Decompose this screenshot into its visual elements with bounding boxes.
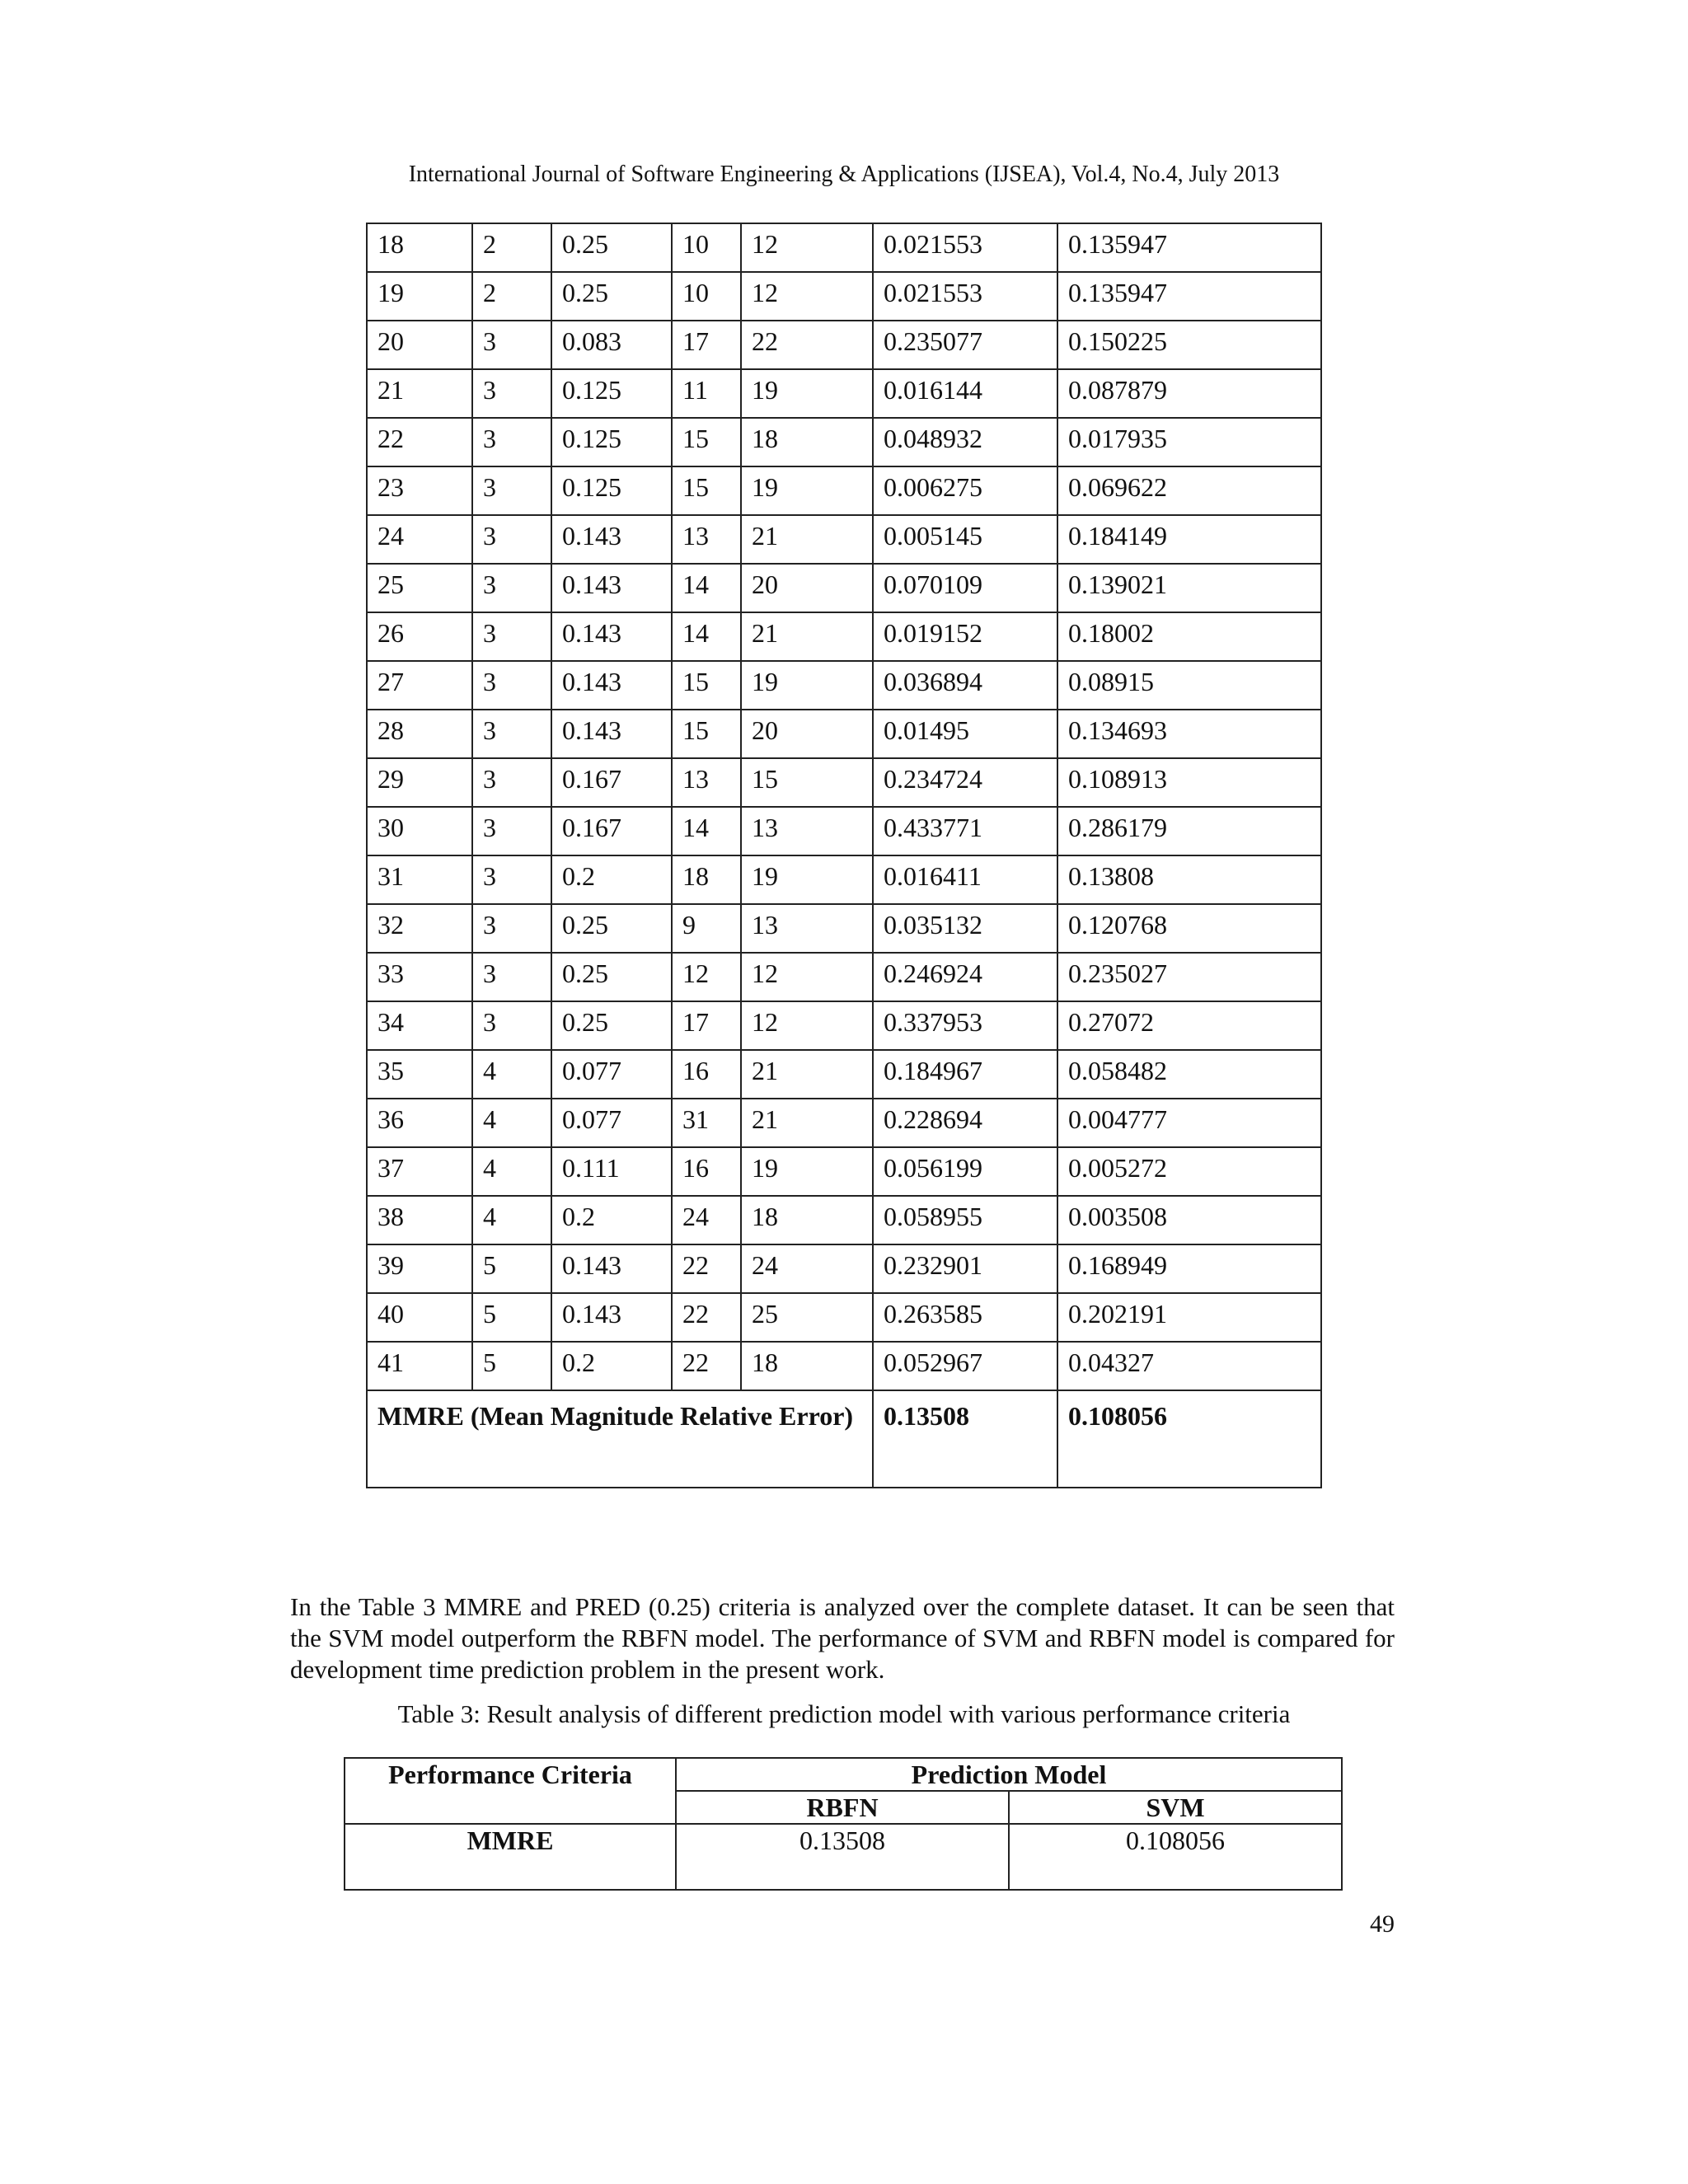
- table-cell: 0.337953: [873, 1001, 1057, 1050]
- table-row: [367, 661, 1321, 710]
- table-cell: 0.01495: [873, 710, 1057, 758]
- table-cell: 19: [741, 466, 873, 515]
- table-cell: 0.134693: [1057, 710, 1321, 758]
- table-cell: 3: [472, 515, 551, 564]
- table-cell: 12: [741, 223, 873, 272]
- table-cell: 0.25: [551, 904, 672, 953]
- table-cell: 41: [367, 1342, 472, 1390]
- table-row: [367, 1099, 1321, 1147]
- svm-header: SVM: [1009, 1791, 1342, 1824]
- table-cell: 0.108913: [1057, 758, 1321, 807]
- table-cell: 0.070109: [873, 564, 1057, 612]
- table-cell: 22: [672, 1342, 741, 1390]
- table-cell: 15: [672, 661, 741, 710]
- table-cell: 3: [472, 904, 551, 953]
- table-cell: 15: [672, 710, 741, 758]
- table-cell: 18: [741, 418, 873, 466]
- mmre-svm-value: 0.108056: [1057, 1390, 1321, 1488]
- table-cell: 3: [472, 321, 551, 369]
- table-cell: 12: [741, 953, 873, 1001]
- table-cell: 19: [741, 855, 873, 904]
- table-cell: 3: [472, 564, 551, 612]
- table-row: [367, 1196, 1321, 1244]
- table-cell: 0.2: [551, 855, 672, 904]
- table-row: [367, 1342, 1321, 1390]
- table-cell: 0.135947: [1057, 272, 1321, 321]
- table-cell: 18: [367, 223, 472, 272]
- rbfn-header: RBFN: [676, 1791, 1009, 1824]
- table-cell: 0.006275: [873, 466, 1057, 515]
- table-cell: 0.125: [551, 418, 672, 466]
- table-cell: 0.125: [551, 369, 672, 418]
- table-cell: 14: [672, 807, 741, 855]
- table-cell: 26: [367, 612, 472, 661]
- table-cell: 0.25: [551, 272, 672, 321]
- table-cell: 0.036894: [873, 661, 1057, 710]
- table-row: [367, 612, 1321, 661]
- table-cell: 21: [741, 1050, 873, 1099]
- prediction-model-header: Prediction Model: [676, 1758, 1342, 1791]
- table-cell: 0.139021: [1057, 564, 1321, 612]
- table-cell: 23: [367, 466, 472, 515]
- table-row: [367, 223, 1321, 272]
- body-paragraph: In the Table 3 MMRE and PRED (0.25) criteria is analyzed over the complete dataset. It can be seen that the SVM model outperform the RBFN model. The performance of SVM and RBFN model is compared for development time prediction problem in the present work.: [290, 1592, 1395, 1684]
- table-row: [367, 1293, 1321, 1342]
- table-cell: 0.228694: [873, 1099, 1057, 1147]
- table-cell: 25: [741, 1293, 873, 1342]
- table-cell: 0.087879: [1057, 369, 1321, 418]
- table-cell: 0.235077: [873, 321, 1057, 369]
- table-cell: 0.005145: [873, 515, 1057, 564]
- table-cell: 29: [367, 758, 472, 807]
- table-cell: 4: [472, 1099, 551, 1147]
- table-cell: 0.069622: [1057, 466, 1321, 515]
- table-cell: 3: [472, 612, 551, 661]
- mmre-rbfn-value: 0.13508: [873, 1390, 1057, 1488]
- table-cell: 14: [672, 564, 741, 612]
- table-cell: 32: [367, 904, 472, 953]
- table-cell: 0.143: [551, 564, 672, 612]
- table-cell: 22: [367, 418, 472, 466]
- table-cell: 24: [741, 1244, 873, 1293]
- performance-criteria-header: Performance Criteria: [345, 1758, 676, 1824]
- table-cell: 0.25: [551, 1001, 672, 1050]
- table-cell: 20: [741, 710, 873, 758]
- table-cell: 3: [472, 953, 551, 1001]
- table-cell: 36: [367, 1099, 472, 1147]
- table-cell: 16: [672, 1147, 741, 1196]
- table-cell: 24: [367, 515, 472, 564]
- table-cell: 17: [672, 321, 741, 369]
- table-cell: 3: [472, 418, 551, 466]
- performance-table: [344, 1757, 1343, 1891]
- table-row: [367, 953, 1321, 1001]
- table-cell: 0.167: [551, 807, 672, 855]
- table-row: [367, 418, 1321, 466]
- table-cell: 0.005272: [1057, 1147, 1321, 1196]
- table-cell: 5: [472, 1342, 551, 1390]
- table-row: [367, 466, 1321, 515]
- table-cell: 22: [672, 1244, 741, 1293]
- table-row: [367, 1244, 1321, 1293]
- table-cell: 0.125: [551, 466, 672, 515]
- table-row: [367, 710, 1321, 758]
- table-cell: 13: [741, 807, 873, 855]
- table-cell: 35: [367, 1050, 472, 1099]
- table-cell: 0.263585: [873, 1293, 1057, 1342]
- table-cell: 21: [741, 612, 873, 661]
- table-cell: 38: [367, 1196, 472, 1244]
- journal-header: International Journal of Software Engineering & Applications (IJSEA), Vol.4, No.4, July 2013: [408, 162, 1280, 187]
- table-cell: 0.143: [551, 612, 672, 661]
- table-cell: 37: [367, 1147, 472, 1196]
- table-cell: 0.111: [551, 1147, 672, 1196]
- table-cell: 0.035132: [873, 904, 1057, 953]
- table-cell: 17: [672, 1001, 741, 1050]
- table-cell: 3: [472, 1001, 551, 1050]
- table-cell: 0.143: [551, 1244, 672, 1293]
- table-row: [367, 1147, 1321, 1196]
- table-row: [367, 904, 1321, 953]
- table-row: [367, 515, 1321, 564]
- table-cell: 3: [472, 807, 551, 855]
- table-cell: 0.143: [551, 710, 672, 758]
- table-cell: 4: [472, 1050, 551, 1099]
- table-cell: 30: [367, 807, 472, 855]
- table-cell: 3: [472, 661, 551, 710]
- table-cell: 5: [472, 1244, 551, 1293]
- criteria-cell: MMRE: [345, 1824, 676, 1890]
- table-row: [367, 1050, 1321, 1099]
- table-cell: 0.232901: [873, 1244, 1057, 1293]
- table-cell: 34: [367, 1001, 472, 1050]
- table-cell: 0.235027: [1057, 953, 1321, 1001]
- table-cell: 13: [672, 758, 741, 807]
- table-cell: 0.058482: [1057, 1050, 1321, 1099]
- table-cell: 15: [672, 418, 741, 466]
- table-cell: 15: [672, 466, 741, 515]
- table-cell: 0.016144: [873, 369, 1057, 418]
- table-cell: 11: [672, 369, 741, 418]
- table-cell: 0.167: [551, 758, 672, 807]
- table-cell: 33: [367, 953, 472, 1001]
- table-cell: 0.150225: [1057, 321, 1321, 369]
- mmre-label: MMRE (Mean Magnitude Relative Error): [367, 1390, 873, 1488]
- table-cell: 21: [741, 515, 873, 564]
- table-cell: 9: [672, 904, 741, 953]
- table-cell: 0.135947: [1057, 223, 1321, 272]
- table-cell: 3: [472, 855, 551, 904]
- table-cell: 3: [472, 710, 551, 758]
- table-cell: 10: [672, 272, 741, 321]
- results-table: [366, 223, 1322, 1488]
- table-cell: 4: [472, 1147, 551, 1196]
- table3-caption: Table 3: Result analysis of different prediction model with various performance criteria: [397, 1699, 1291, 1728]
- table-cell: 0.08915: [1057, 661, 1321, 710]
- table-cell: 31: [367, 855, 472, 904]
- table-cell: 0.13808: [1057, 855, 1321, 904]
- table-cell: 21: [367, 369, 472, 418]
- table-cell: 12: [741, 1001, 873, 1050]
- table-row: [367, 321, 1321, 369]
- table-cell: 0.2: [551, 1196, 672, 1244]
- table-cell: 22: [672, 1293, 741, 1342]
- table-cell: 4: [472, 1196, 551, 1244]
- table-row: [367, 807, 1321, 855]
- table-cell: 0.143: [551, 661, 672, 710]
- table-cell: 27: [367, 661, 472, 710]
- table-cell: 0.052967: [873, 1342, 1057, 1390]
- table-cell: 24: [672, 1196, 741, 1244]
- table-cell: 18: [741, 1342, 873, 1390]
- table-cell: 19: [367, 272, 472, 321]
- table-cell: 0.083: [551, 321, 672, 369]
- table-cell: 0.286179: [1057, 807, 1321, 855]
- table-cell: 0.004777: [1057, 1099, 1321, 1147]
- table-cell: 21: [741, 1099, 873, 1147]
- table-cell: 16: [672, 1050, 741, 1099]
- table-cell: 40: [367, 1293, 472, 1342]
- table-cell: 0.184149: [1057, 515, 1321, 564]
- table-cell: 0.077: [551, 1099, 672, 1147]
- table-cell: 0.25: [551, 223, 672, 272]
- table-cell: 0.246924: [873, 953, 1057, 1001]
- table-cell: 14: [672, 612, 741, 661]
- table-cell: 20: [741, 564, 873, 612]
- table-cell: 0.077: [551, 1050, 672, 1099]
- table-cell: 2: [472, 272, 551, 321]
- rbfn-value-cell: 0.13508: [676, 1824, 1009, 1890]
- table-row: [367, 855, 1321, 904]
- svm-value-cell: 0.108056: [1009, 1824, 1342, 1890]
- table-cell: 0.168949: [1057, 1244, 1321, 1293]
- table-cell: 0.143: [551, 1293, 672, 1342]
- table-row: [345, 1824, 1342, 1890]
- table-cell: 13: [741, 904, 873, 953]
- table-row: [367, 369, 1321, 418]
- table-cell: 28: [367, 710, 472, 758]
- table-cell: 19: [741, 661, 873, 710]
- table-cell: 18: [672, 855, 741, 904]
- table-cell: 3: [472, 466, 551, 515]
- table-cell: 25: [367, 564, 472, 612]
- table-cell: 13: [672, 515, 741, 564]
- table-row: [367, 1001, 1321, 1050]
- table-cell: 0.143: [551, 515, 672, 564]
- table-cell: 0.056199: [873, 1147, 1057, 1196]
- table-cell: 0.433771: [873, 807, 1057, 855]
- table-cell: 0.04327: [1057, 1342, 1321, 1390]
- page-number: 49: [1370, 1910, 1395, 1938]
- table-row: [367, 564, 1321, 612]
- table-cell: 12: [672, 953, 741, 1001]
- table-cell: 0.017935: [1057, 418, 1321, 466]
- table-cell: 0.18002: [1057, 612, 1321, 661]
- table-cell: 0.021553: [873, 223, 1057, 272]
- table-cell: 5: [472, 1293, 551, 1342]
- table-cell: 2: [472, 223, 551, 272]
- table-row: [367, 758, 1321, 807]
- table-cell: 0.202191: [1057, 1293, 1321, 1342]
- table-cell: 0.058955: [873, 1196, 1057, 1244]
- table-cell: 0.27072: [1057, 1001, 1321, 1050]
- table-cell: 20: [367, 321, 472, 369]
- table-cell: 0.120768: [1057, 904, 1321, 953]
- table-cell: 0.25: [551, 953, 672, 1001]
- table-cell: 0.019152: [873, 612, 1057, 661]
- table-cell: 0.048932: [873, 418, 1057, 466]
- table-cell: 18: [741, 1196, 873, 1244]
- table-row: [367, 272, 1321, 321]
- table-cell: 0.016411: [873, 855, 1057, 904]
- table-cell: 22: [741, 321, 873, 369]
- table-cell: 3: [472, 369, 551, 418]
- table-cell: 0.184967: [873, 1050, 1057, 1099]
- mmre-summary-row: [367, 1390, 1321, 1488]
- table-cell: 3: [472, 758, 551, 807]
- table-cell: 10: [672, 223, 741, 272]
- table-cell: 12: [741, 272, 873, 321]
- table-cell: 0.2: [551, 1342, 672, 1390]
- table-cell: 39: [367, 1244, 472, 1293]
- table-cell: 0.003508: [1057, 1196, 1321, 1244]
- table-cell: 15: [741, 758, 873, 807]
- table-cell: 0.021553: [873, 272, 1057, 321]
- table-cell: 19: [741, 1147, 873, 1196]
- table-cell: 19: [741, 369, 873, 418]
- table-cell: 31: [672, 1099, 741, 1147]
- table-cell: 0.234724: [873, 758, 1057, 807]
